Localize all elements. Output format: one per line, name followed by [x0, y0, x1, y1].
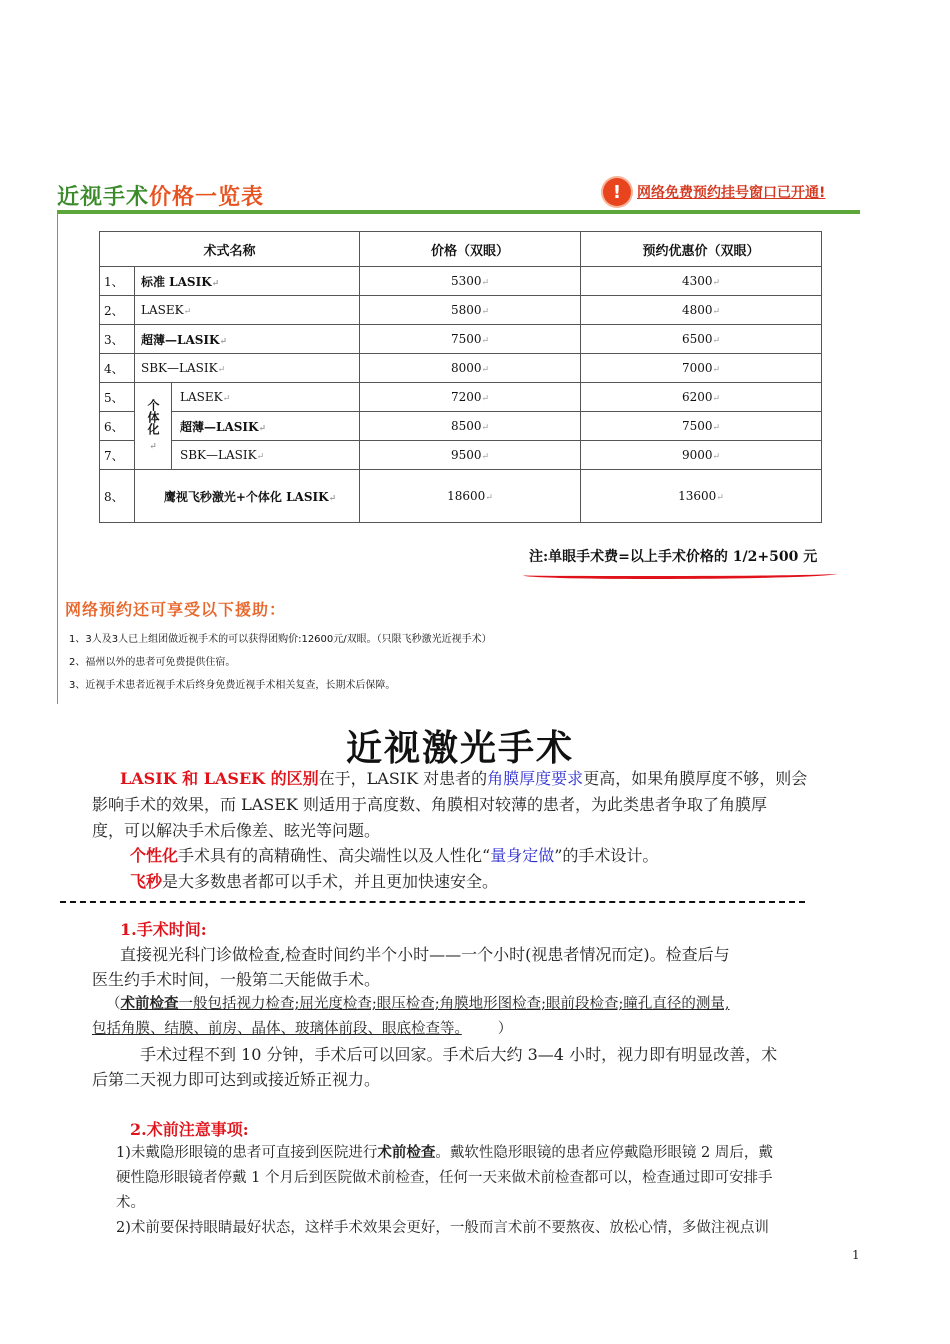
banner-border: [57, 214, 58, 704]
row-procedure: SBK—LASIK↵: [135, 354, 360, 383]
help-item: 3、近视手术患者近视手术后终身免费近视手术相关复查，长期术后保障。: [69, 680, 396, 691]
preop-exam-line: （术前检查一般包括视力检查;屈光度检查;眼压检查;角膜地形图检查;眼前段检查;瞳孔直径的测量,: [106, 995, 730, 1012]
row-procedure: LASEK↵: [172, 383, 360, 412]
row-index: 3、: [100, 325, 135, 354]
header-promo-price: 预约优惠价（双眼）: [581, 232, 822, 267]
row-procedure: 标准 LASIK↵: [135, 267, 360, 296]
paragraph-line: 后第二天视力即可达到或接近矫正视力。: [92, 1070, 381, 1089]
section-title-preop-notes: 2.术前注意事项:: [130, 1120, 249, 1139]
row-procedure: LASEK↵: [135, 296, 360, 325]
header-price: 价格（双眼）: [360, 232, 581, 267]
section-title-surgery-time: 1.手术时间:: [120, 920, 207, 939]
paragraph-line: 硬性隐形眼镜者停戴 1 个月后到医院做术前检查，任何一天来做术前检查都可以，检查通过即可安排手: [116, 1170, 773, 1186]
row-price: 7200↵: [360, 383, 581, 412]
row-price: 5300↵: [360, 267, 581, 296]
table-row: [100, 441, 822, 470]
group-label-personalized: 个体化 ↵: [135, 383, 172, 470]
single-eye-price-note: 注:单眼手术费=以上手术价格的 1/2+500 元: [529, 549, 818, 565]
page-number: 1: [852, 1248, 860, 1262]
row-price: 18600↵: [360, 470, 581, 523]
banner-title-part2: 价格一览表: [149, 185, 265, 210]
row-procedure: SBK—LASIK↵: [172, 441, 360, 470]
banner-title-part1: 近视手术: [57, 185, 150, 210]
row-promo-price: 4800↵: [581, 296, 822, 325]
highlight-cornea-thickness: 角膜厚度要求: [487, 769, 584, 788]
row-procedure: 鹰视飞秒激光+个体化 LASIK↵: [135, 470, 360, 523]
paragraph-line: 术。: [116, 1195, 145, 1211]
booking-notice[interactable]: [603, 178, 825, 206]
row-price: 5800↵: [360, 296, 581, 325]
paragraph-lasik-lasek: LASIK 和 LASEK 的区别在于，LASIK 对患者的角膜厚度要求更高，如果角膜厚度不够，则会: [120, 769, 808, 788]
price-table: [99, 231, 822, 523]
paragraph-line: 直接视光科门诊做检查,检查时间约半个小时——一个小时(视患者情况而定)。检查后与: [120, 945, 730, 964]
row-price: 8500↵: [360, 412, 581, 441]
row-promo-price: 6200↵: [581, 383, 822, 412]
row-promo-price: 7500↵: [581, 412, 822, 441]
header-procedure: 术式名称: [100, 232, 360, 267]
banner-title: [57, 180, 264, 211]
row-price: 7500↵: [360, 325, 581, 354]
table-row: [100, 267, 822, 296]
table-row: [100, 354, 822, 383]
booking-notice-text[interactable]: 网络免费预约挂号窗口已开通!: [637, 185, 826, 201]
row-promo-price: 13600↵: [581, 470, 822, 523]
row-promo-price: 7000↵: [581, 354, 822, 383]
row-promo-price: 4300↵: [581, 267, 822, 296]
help-item: 2、福州以外的患者可免费提供住宿。: [69, 657, 236, 668]
paragraph-line: 医生约手术时间，一般第二天能做手术。: [92, 970, 381, 989]
paragraph-femtosecond: 飞秒是大多数患者都可以手术，并且更加快速安全。: [130, 872, 499, 891]
paragraph-line: 1)未戴隐形眼镜的患者可直接到医院进行术前检查。戴软性隐形眼镜的患者应停戴隐形眼镜 2 周后，戴: [116, 1144, 773, 1161]
table-row: [100, 383, 822, 412]
table-row: [100, 412, 822, 441]
preop-exam-line: 包括角膜、结膜、前房、晶体、玻璃体前段、眼底检查等。 ）: [92, 1021, 513, 1037]
price-banner: [57, 172, 860, 704]
alert-icon: !: [603, 178, 631, 206]
row-index: 2、: [100, 296, 135, 325]
article-title: 近视激光手术: [345, 727, 574, 769]
row-price: 9500↵: [360, 441, 581, 470]
paragraph-line: 度，可以解决手术后像差、眩光等问题。: [92, 821, 381, 840]
table-row: [100, 325, 822, 354]
paragraph-personalized: 个性化手术具有的高精确性、高尖端性以及人性化“量身定做”的手术设计。: [130, 846, 659, 865]
row-procedure: 超薄—LASIK↵: [135, 325, 360, 354]
highlight-lasik-vs-lasek: LASIK 和 LASEK 的区别: [120, 769, 319, 788]
row-price: 8000↵: [360, 354, 581, 383]
table-row: [100, 296, 822, 325]
table-header-row: [100, 232, 822, 267]
row-promo-price: 9000↵: [581, 441, 822, 470]
note-underline: [523, 570, 837, 579]
table-row: [100, 470, 822, 523]
banner-divider: [57, 210, 860, 214]
help-title: 网络预约还可享受以下援助：: [65, 600, 287, 619]
paragraph-line: 手术过程不到 10 分钟，手术后可以回家。手术后大约 3—4 小时，视力即有明显改善，术: [140, 1045, 778, 1064]
row-index: 6、: [100, 412, 135, 441]
dashed-separator: [60, 901, 805, 903]
help-item: 1、3人及3人已上组团做近视手术的可以获得团购价:12600元/双眼。（只限飞秒激光近视手术）: [69, 634, 492, 645]
row-index: 4、: [100, 354, 135, 383]
row-index: 1、: [100, 267, 135, 296]
row-index: 7、: [100, 441, 135, 470]
row-procedure: 超薄—LASIK↵: [172, 412, 360, 441]
paragraph-line: 2)术前要保持眼睛最好状态，这样手术效果会更好，一般而言术前不要熬夜、放松心情，多做注视点训: [116, 1220, 769, 1236]
row-index: 5、: [100, 383, 135, 412]
row-index: 8、: [100, 470, 135, 523]
paragraph-line: 影响手术的效果，而 LASEK 则适用于高度数、角膜相对较薄的患者，为此类患者争取了角膜厚: [92, 795, 767, 814]
row-promo-price: 6500↵: [581, 325, 822, 354]
